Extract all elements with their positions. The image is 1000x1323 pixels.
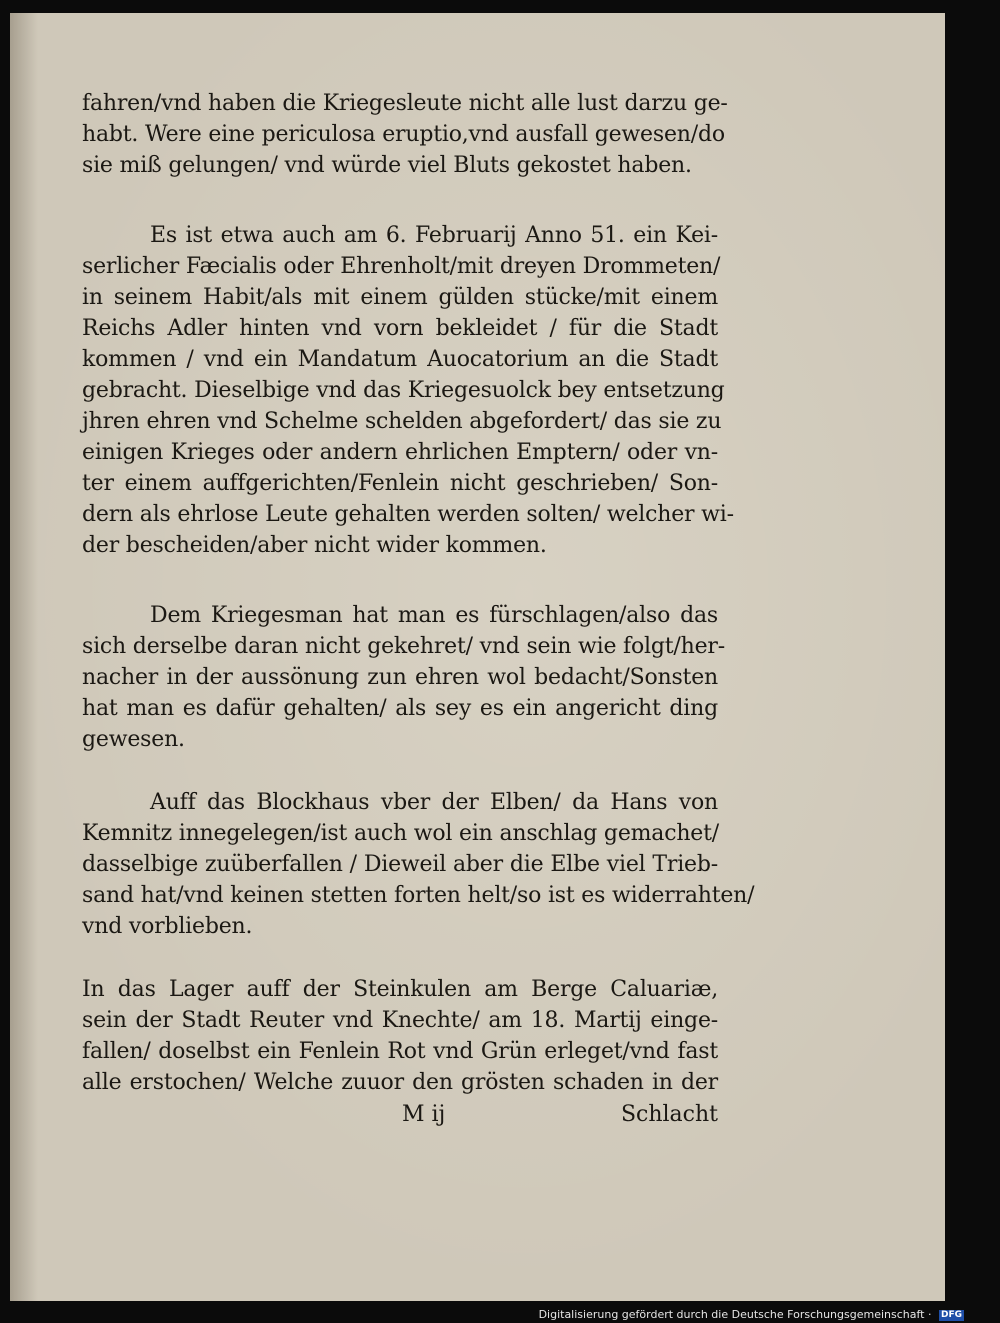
- text-line: vnd vorblieben.: [82, 914, 253, 939]
- text-line: einigen Krieges oder andern ehrlichen Emptern/ oder vn-: [82, 440, 718, 465]
- text-line: Reichs Adler hinten vnd vorn bekleidet / für die Stadt: [82, 316, 718, 341]
- paragraph-5: [82, 974, 718, 1098]
- text-line: habt. Were eine periculosa eruptio,vnd ausfall gewesen/do: [82, 122, 725, 147]
- text-line: Es ist etwa auch am 6. Februarij Anno 51. ein Kei-: [150, 223, 718, 248]
- text-line: Dem Kriegesman hat man es fürschlagen/also das: [150, 603, 718, 628]
- signature-mark: M ij: [402, 1102, 446, 1127]
- page-shadow: [10, 13, 38, 1301]
- digitization-credit: [539, 1309, 964, 1321]
- text-line: Auff das Blockhaus vber der Elben/ da Hans von: [150, 790, 718, 815]
- text-line: gewesen.: [82, 727, 185, 752]
- text-line: fahren/vnd haben die Kriegesleute nicht alle lust darzu ge-: [82, 91, 728, 116]
- paragraph-3: [82, 600, 725, 755]
- text-line: sein der Stadt Reuter vnd Knechte/ am 18. Martij einge-: [82, 1008, 718, 1033]
- text-line: ter einem auffgerichten/Fenlein nicht geschrieben/ Son-: [82, 471, 718, 496]
- paragraph-1: [82, 88, 728, 181]
- text-line: dern als ehrlose Leute gehalten werden solten/ welcher wi-: [82, 502, 734, 527]
- text-line: in seinem Habit/als mit einem gülden stücke/mit einem: [82, 285, 718, 310]
- text-line: alle erstochen/ Welche zuuor den grösten schaden in der: [82, 1070, 718, 1095]
- text-line: sie miß gelungen/ vnd würde viel Bluts gekostet haben.: [82, 153, 692, 178]
- page-text: [82, 88, 755, 1133]
- text-line: sand hat/vnd keinen stetten forten helt/so ist es widerrahten/: [82, 883, 755, 908]
- dfg-logo: DFG: [940, 1309, 962, 1320]
- text-line: gebracht. Dieselbige vnd das Kriegesuolck bey entsetzung: [82, 378, 725, 403]
- catchword: Schlacht: [620, 1102, 718, 1127]
- text-line: jhren ehren vnd Schelme schelden abgefordert/ das sie zu: [82, 409, 722, 434]
- text-line: dasselbige zuüberfallen / Dieweil aber die Elbe viel Trieb-: [82, 852, 718, 877]
- text-line: fallen/ doselbst ein Fenlein Rot vnd Grün erleget/vnd fast: [82, 1039, 718, 1064]
- text-line: sich derselbe daran nicht gekehret/ vnd sein wie folgt/her-: [82, 634, 725, 659]
- paragraph-4: [82, 787, 755, 942]
- text-line: In das Lager auff der Steinkulen am Berge Caluariæ,: [82, 977, 718, 1002]
- paragraph-2: [82, 220, 734, 561]
- text-line: hat man es dafür gehalten/ als sey es ein angericht ding: [82, 696, 718, 721]
- page-footer-line: [82, 1102, 718, 1133]
- text-line: nacher in der aussönung zun ehren wol bedacht/Sonsten: [82, 665, 718, 690]
- text-line: kommen / vnd ein Mandatum Auocatorium an die Stadt: [82, 347, 718, 372]
- credit-text: Digitalisierung gefördert durch die Deutsche Forschungsgemeinschaft ·: [538, 1308, 932, 1321]
- text-line: der bescheiden/aber nicht wider kommen.: [82, 533, 547, 558]
- text-line: serlicher Fæcialis oder Ehrenholt/mit dreyen Drommeten/: [82, 254, 721, 279]
- text-line: Kemnitz innegelegen/ist auch wol ein anschlag gemachet/: [82, 821, 719, 846]
